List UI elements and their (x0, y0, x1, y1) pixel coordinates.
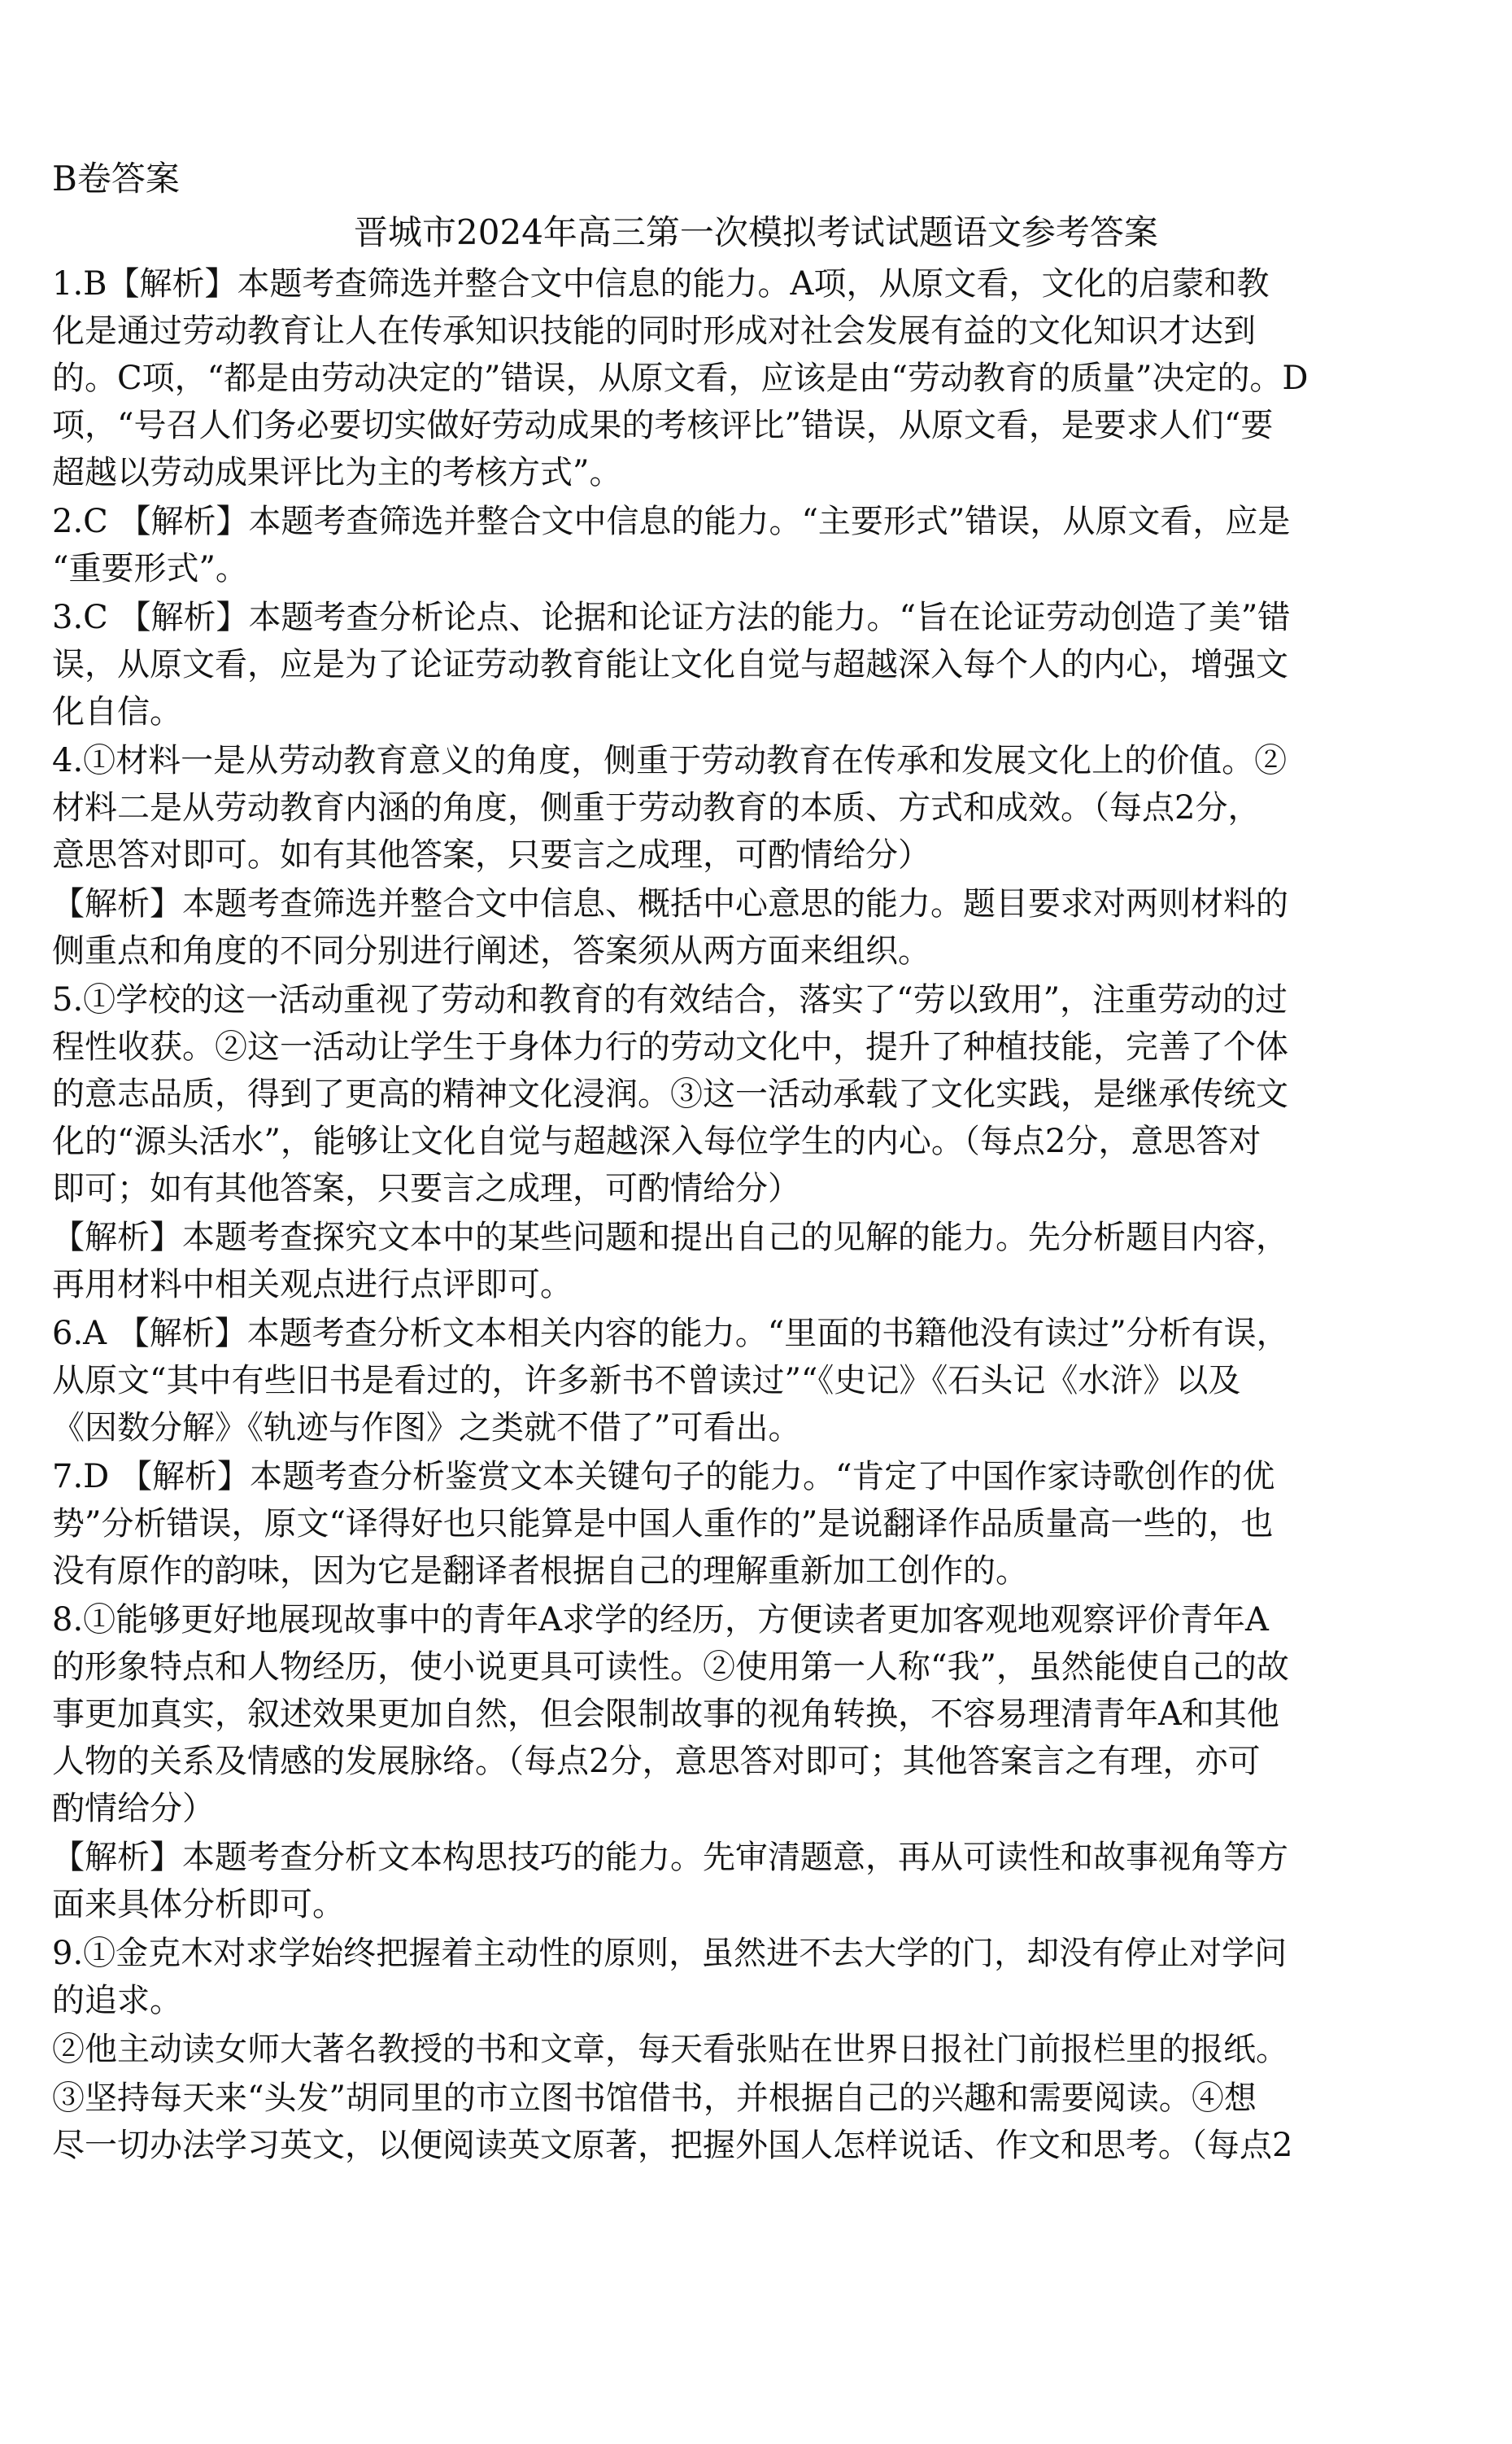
text-line: 程性收获。②这一活动让学生于身体力行的劳动文化中，提升了种植技能，完善了个体 (52, 1028, 1288, 1066)
text-line: 5.①学校的这一活动重视了劳动和教育的有效结合，落实了“劳以致用”，注重劳动的过 (52, 981, 1288, 1019)
text-line: 2.C 【解析】本题考查筛选并整合文中信息的能力。“主要形式”错误，从原文看，应是 (52, 503, 1291, 540)
answer-paragraph (52, 594, 1460, 735)
text-line: 的意志品质，得到了更高的精神文化浸润。③这一活动承载了文化实践，是继承传统文 (52, 1076, 1288, 1113)
text-line: 3.C 【解析】本题考查分析论点、论据和论证方法的能力。“旨在论证劳动创造了美”错 (52, 599, 1291, 636)
answer-paragraph (52, 2026, 1460, 2073)
text-line: 《因数分解》《轨迹与作图》之类就不借了”可看出。 (52, 1409, 801, 1447)
answer-paragraph (52, 260, 1460, 496)
text-line: 4.①材料一是从劳动教育意义的角度，侧重于劳动教育在传承和发展文化上的价值。② (52, 742, 1288, 779)
answer-paragraph (52, 880, 1460, 975)
text-line: 的追求。 (52, 1982, 182, 2019)
text-line: ②他主动读女师大著名教授的书和文章，每天看张贴在世界日报社门前报栏里的报纸。 (52, 2031, 1288, 2068)
document-title: 晋城市2024年高三第一次模拟考试试题语文参考答案 (354, 212, 1158, 252)
text-line: 意思答对即可。如有其他答案，只要言之成理，可酌情给分） (52, 836, 930, 874)
text-line: “重要形式”。 (52, 550, 248, 587)
text-line: 9.①金克木对求学始终把握着主动性的原则，虽然进不去大学的门，却没有停止对学问 (52, 1935, 1288, 1972)
text-line: 【解析】本题考查分析文本构思技巧的能力。先审清题意，再从可读性和故事视角等方 (52, 1839, 1288, 1876)
text-line: 再用材料中相关观点进行点评即可。 (52, 1266, 573, 1303)
text-line: 1.B【解析】本题考查筛选并整合文中信息的能力。A项，从原文看，文化的启蒙和教 (52, 265, 1270, 303)
text-line: 化的“源头活水”，能够让文化自觉与超越深入每位学生的内心。（每点2分，意思答对 (52, 1123, 1261, 1160)
text-line: 面来具体分析即可。 (52, 1886, 345, 1923)
text-line: 人物的关系及情感的发展脉络。（每点2分，意思答对即可；其他答案言之有理，亦可 (52, 1743, 1261, 1780)
text-line: 的。C项，“都是由劳动决定的”错误，从原文看，应该是由“劳动教育的质量”决定的。D (52, 360, 1309, 397)
answer-paragraph (52, 1453, 1460, 1595)
answer-paragraph (52, 1596, 1460, 1832)
answer-paragraph (52, 1930, 1460, 2024)
answer-paragraph (52, 498, 1460, 592)
text-line: 从原文“其中有些旧书是看过的，许多新书不曾读过”“《史记》《石头记《水浒》以及 (52, 1362, 1241, 1399)
text-line: ③坚持每天来“头发”胡同里的市立图书馆借书，并根据自己的兴趣和需要阅读。④想 (52, 2080, 1257, 2117)
text-line: 尽一切办法学习英文，以便阅读英文原著，把握外国人怎样说话、作文和思考。（每点2 (52, 2127, 1293, 2164)
text-line: 7.D 【解析】本题考查分析鉴赏文本关键句子的能力。“肯定了中国作家诗歌创作的优 (52, 1458, 1275, 1495)
text-line: 酌情给分） (52, 1790, 215, 1827)
answer-paragraph (52, 1834, 1460, 1928)
answer-body (52, 260, 1460, 2169)
answer-paragraph (52, 737, 1460, 879)
text-line: 侧重点和角度的不同分别进行阐述，答案须从两方面来组织。 (52, 932, 930, 970)
text-line: 【解析】本题考查探究文本中的某些问题和提出自己的见解的能力。先分析题目内容， (52, 1219, 1288, 1256)
text-line: 化自信。 (52, 693, 182, 731)
text-line: 项，“号召人们务必要切实做好劳动成果的考核评比”错误，从原文看，是要求人们“要 (52, 407, 1274, 444)
paper-version-label: B卷答案 (52, 159, 180, 199)
text-line: 没有原作的韵味，因为它是翻译者根据自己的理解重新加工创作的。 (52, 1552, 1028, 1590)
text-line: 【解析】本题考查筛选并整合文中信息、概括中心意思的能力。题目要求对两则材料的 (52, 885, 1288, 923)
text-line: 的形象特点和人物经历，使小说更具可读性。②使用第一人称“我”，虽然能使自己的故 (52, 1648, 1289, 1686)
answer-paragraph (52, 2075, 1460, 2169)
text-line: 势”分析错误，原文“译得好也只能算是中国人重作的”是说翻译作品质量高一些的，也 (52, 1505, 1274, 1543)
answer-paragraph (52, 1310, 1460, 1451)
text-line: 材料二是从劳动教育内涵的角度，侧重于劳动教育的本质、方式和成效。（每点2分， (52, 789, 1261, 827)
text-line: 即可；如有其他答案，只要言之成理，可酌情给分） (52, 1170, 800, 1207)
text-line: 超越以劳动成果评比为主的考核方式”。 (52, 454, 622, 491)
text-line: 事更加真实，叙述效果更加自然，但会限制故事的视角转换，不容易理清青年A和其他 (52, 1696, 1279, 1733)
text-line: 6.A 【解析】本题考查分析文本相关内容的能力。“里面的书籍他没有读过”分析有误， (52, 1315, 1289, 1352)
answer-paragraph (52, 976, 1460, 1212)
text-line: 误，从原文看，应是为了论证劳动教育能让文化自觉与超越深入每个人的内心，增强文 (52, 646, 1288, 683)
text-line: 8.①能够更好地展现故事中的青年A求学的经历，方便读者更加客观地观察评价青年A (52, 1601, 1269, 1639)
text-line: 化是通过劳动教育让人在传承知识技能的同时形成对社会发展有益的文化知识才达到 (52, 312, 1256, 350)
answer-paragraph (52, 1214, 1460, 1308)
